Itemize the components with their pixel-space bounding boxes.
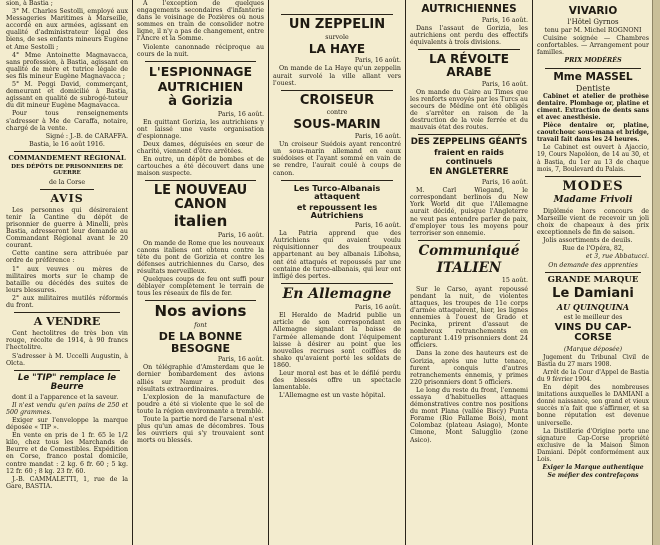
dateline: 15 août. [501,277,528,285]
modes-heading: MODES [562,178,624,194]
vendre-p1: Cent hectolitres de très bon vin rouge, récolte de 1914, à 90 francs l'hectolitre. [6,330,128,352]
avis-p2: Cette cantine sera attribuée par ordre de préférence : [6,250,128,265]
frivoli-p1: Diplômée hors concours de Marseille vient de recevoir un joli choix de chapeaux à des prix exceptionnels de fin de saison. [537,207,649,237]
communique-p1: Sur le Carso, ayant repoussé pendant la nuit, de violentes attaques, les troupes de 11e corps d'armée attaquèrent, hier, les lignes ennemies à l'ouest de Grado et Pecinka, prirent d'assaut de nombreux retranchements en capturant 1.419 prisonniers dont 24 officiers. [410,285,528,350]
canon-heading: LE NOUVEAU CANON [153,183,248,213]
page-edge-strip [652,0,660,545]
allemagne-p3: L'Allemagne est un vaste hôpital. [279,392,386,400]
allemagne-p1: El Heraldo de Madrid publie un article de son correspondant en Allemagne signalant la baisse de l'armée allemande dont l'équipement laisse à désirer au point que les nouvelles recrues sont coiffées de shako qu'avaient porté les soldats de 1860. [273,312,401,369]
espionnage-heading-2: AUTRICHIEN [157,78,244,94]
c1-a5: Pour tous renseignements s'adresser à Me de Caraffa, notaire, chargé de la vente. [6,110,128,132]
frivoli-address-2: et 3, rue Abbatucci. [585,253,649,261]
apprenties-notice: On demande des apprenties [548,261,638,269]
zeppelin-p1: On mande de La Haye qu'un zeppelin aurait survolé la ville allant vers l'ouest. [273,65,401,87]
separator [145,300,256,301]
frivoli-address: Rue de l'Opéra, 82, [562,245,624,253]
separator [281,90,393,91]
separator [418,49,520,50]
vivario-heading: VIVARIO [568,5,618,17]
croiseur-heading-3: SOUS-MARIN [293,117,381,132]
tip-p1: dont il a l'apparence et la saveur. [12,393,119,401]
espionnage-heading: L'ESPIONNAGE [148,63,253,79]
quinquina-label: AU QUINQUINA [556,301,630,312]
dateline: Paris, 16 août. [217,356,264,364]
commandement-region: de la Corse [48,178,86,186]
communique-p3: Le long du reste du front, l'ennemi essaya d'habituelles attaques démonstratives contre nos positions du mont Plana (vallée Biscy) Punta Forame (Rio Fallame Bois), mont Colombaz (plateau Asiago), Monte Cimone, Mont Salugglio (zone Asico). [410,386,528,444]
c2-b1: A l'exception de quelques engagements secondaires d'infanterie dans le voisinage de Pozières où nous sommes en train de consolider notre ligne, il n'y a pas de changement, entre l'Ancre et la Somme. [137,0,264,43]
column-rule [132,0,133,545]
tip-p3: Exiger sur l'enveloppe la marque déposée « TIP ». [6,417,128,432]
croiseur-heading: CROISEUR [299,92,375,108]
avis-p1: Les personnes qui désireraient tenir la Cantine du dépôt de prisonnier de guerre à Minelli, près Bastia, adresseront leur demande au Commandant Régional avant le 20 courant. [6,206,128,250]
damiani-p3: En dépit des nombreuses imitations auxquelles le DAMIANI a donné naissance, son grand et vieux succès n'a fait que s'affirmer, et sa bonne réputation est devenue universelle. [537,384,649,427]
separator [545,272,641,273]
turco-heading: Les Turco-Albanais attaquent [293,182,381,202]
damiani-p4: La Distillerie d'Origine porte une signature Cap-Corse propriété exclusive de la Maison Simon Damiani. Dépôt conformément aux Lois. [537,427,649,464]
tip-heading: Le "TIP" remplace le Beurre [17,372,117,392]
avions-p3: Toute la partie nord de l'arsenal n'est plus qu'un amas de décombres. Tous les ouvriers qui s'y trouvaient sont morts ou blessés. [137,416,264,445]
avions-heading-2: font [194,322,207,330]
canon-heading-2: italien [173,211,228,230]
avions-heading-3: DE LA BONNE BESOGNE [158,330,243,355]
dateline: Paris, 16 août. [354,57,401,65]
separator [281,180,393,181]
espionnage-heading-3: à Gorizia [168,94,233,109]
avis-p3: 1° aux veuves ou mères de militaires morts sur le champ de bataille ou décédés des suites de leurs blessures. [6,265,128,294]
zeppelin-heading-2: survole [325,33,349,41]
avis-heading: AVIS [50,191,84,205]
espionnage-p3: En outre, un dépôt de bombes et de cartouches a été découvert dans une maison suspecte. [137,156,264,178]
column-rule [268,0,269,545]
column-4 [410,0,528,545]
c1-a1: sion, à Bastia ; [6,0,53,7]
massel-heading: Mme MASSEL [553,70,633,83]
revolte-p1: On mande du Caire au Times que les renforts envoyés par les Turcs au secours de Médine ont été obligés de s'arrêter en raison de la destruction de la voie ferrée et du mauvais état des routes. [410,88,528,132]
zeppelins-heading: DES ZEPPELINS GÉANTS [410,137,528,148]
c2-b2: Violente canonnade réciproque au cours de la nuit. [137,43,264,58]
hotel-desc: Cuisine soignée — Chambres confortables. — Arrangement pour familles. [537,35,649,57]
dateline: Paris, 16 août. [481,17,528,25]
dateline: Paris, 16 août. [354,133,401,141]
dateline: Paris, 16 août. [354,222,401,230]
avions-heading: Nos avions [154,302,247,321]
espionnage-p2: Deux dames, déguisées en sœur de charité, viennent d'être arrêtées. [137,141,264,156]
croiseur-p1: Un croiseur Suédois ayant rencontré un sous-marin allemand en eaux suédoises et l'ayant sommé en vain de se rendre, l'aurait coulé à coups de canon. [273,141,401,177]
hotel-owner: tenu par M. Michel ROGNONI [544,27,642,35]
separator [14,312,120,313]
prix-moderes: PRIX MODÉRÉS [564,57,622,65]
allemagne-p2: Leur moral est bas et le défilé perdu des blessés offre un spectacle lamentable. [273,370,401,392]
c1-a2: 3° M. Charles Sestolli, employé aux Messageries Maritimes à Marseille, accordé en aux armées, agissant en qualité d'administrateur légal des biens, de ses enfants mineurs Eugène et Ame Sestolli ; [6,8,128,51]
tip-p5: J.-B. CAMMALETTI, 1, rue de la Gare, BASTIA. [6,475,128,490]
vendre-p2: S'adresser à M. Uccelli Augustin, à Olcta. [6,352,128,367]
c1-signature: Signé : J.-B. de CARAFFA. [45,132,128,140]
zeppelins-p1: M. Carl Wiegand, le correspondant berlinois du New York World dit que l'Allemagne aurait décidé, puisque l'Angleterre ne veut pas entendre parler de paix, d'employer tous les moyens pour terroriser son ennemie. [410,187,528,237]
column-rule [405,0,406,545]
damiani-p1: Jugement du Tribunal Civil de Bastia du 27 mars 1908. [537,353,649,368]
espionnage-p1: En quittant Gorizia, les autrichiens y ont laissé une vaste organisation d'espionnage. [137,118,264,140]
separator [40,189,94,190]
hotel-name: l'Hôtel Gyrnos [567,18,619,27]
autrichiennes-heading: AUTRICHIENNES [421,3,517,15]
dentiste-label: Dentiste [575,83,611,93]
commandement-subheading: DES DÉPÔTS DE PRISONNIERS DE GUERRE [11,164,123,177]
avions-p1: On télégraphie d'Amsterdam que le dernier bombardement des avions alliés sur Namur a produit des résultats extraordinaires. [137,364,264,393]
damiani-heading: Le Damiani [552,286,634,302]
dateline: Paris, 16 août. [354,304,401,312]
separator [281,283,393,284]
frivoli-p2: Jolis assortiments de deuils. [543,237,633,245]
croiseur-heading-2: contre [326,109,348,117]
column-1 [6,0,128,545]
turco-p1: La Patria apprend que des Autrichiens qui avaient voulu réquisitionner des troupeaux appartenant au bey albanais Libohsa, ont été attaqués et repoussés par une centaine de turco-albanais, qui leur ont infligé des pertes. [273,230,401,280]
grande-marque: GRANDE MARQUE [547,274,639,285]
separator [281,14,393,15]
vins-heading: VINS DU CAP-CORSE [554,321,632,344]
separator [14,151,120,152]
massel-p1: Cabinet et atelier de prothèse dentaire. Plombage or, platine et ciment. Extraction de dents sans et avec anesthésie. [537,92,649,121]
c1-a3: 4° Mme Antoinette Magnavacca, sans profession, à Bastia, agissant en qualité de mère et tutrice légale de ses fils mineur Eugène Magnavacca ; [6,51,128,80]
separator [418,134,520,135]
separator [545,68,641,69]
damiani-p6: Se méfier des contrefaçons [547,472,639,480]
damiani-p2: Arrêt de la Cour d'Appel de Bastia du 9 février 1904. [537,368,649,384]
zeppelins-heading-3: EN ANGLETERRE [429,167,509,178]
dateline: Paris, 16 août. [481,80,528,88]
separator [145,180,256,181]
dateline: Paris, 16 août. [217,231,264,239]
separator [14,370,120,371]
revolte-heading: LA RÉVOLTE ARABE [429,52,509,79]
zeppelin-heading-3: LA HAYE [308,41,366,56]
meilleur-label: est le meilleur des [563,313,623,321]
marque-deposee: (Marque déposée) [563,345,623,353]
zeppelin-heading: UN ZEPPELIN [288,17,386,32]
damiani-p5: Exiger la Marque authentique [542,464,644,472]
turco-heading-2: et repoussent les Autrichiens [296,201,378,221]
column-rule [532,0,533,545]
separator [545,176,641,177]
canon-p2: Quelques coups de feu ont suffi pour déblayer complètement le terrain de tous les réseaux de fils de fer. [137,276,264,298]
frivoli-heading: Madame Frivoli [553,195,633,206]
dateline: Paris, 16 août. [217,110,264,118]
canon-p1: On mande de Rome que les nouveaux canons italiens ont obtenu contre la tête du pont de Gorizia et contre les défenses autrichiennes du Carso, des résultats merveilleux. [137,239,264,275]
separator [418,240,520,241]
avis-p4: 2° aux militaires mutilés réformés du front. [6,294,128,310]
vendre-heading: A VENDRE [33,315,101,329]
separator [145,61,256,62]
tip-p4: En vente en pris de 1 fr. 65 le 1/2 kilo, chez tous les Marchands de Beurre et de Comestibles. Expédition en Corse, franco postal domicile, contre mandat : 2 kg. 6 fr. 60 ; 5 kg. 12 fr. 60 ; 8 kg. 23 fr. 60. [6,432,128,475]
dateline: Paris, 16 août. [481,179,528,187]
c1-date: Bastia, le 16 août 1916. [29,140,105,148]
tip-p2: Il n'est vendu qu'en pains de 250 et 500 grammes. [6,401,128,416]
communique-heading-2: ITALIEN [436,259,502,276]
massel-p3: Le Cabinet est ouvert à Ajaccio, 19, Cours Napoléon, de 14 au 30, et à Bastia, du 1er au 13 de chaque mois, 7, Boulevard du Palais. [537,144,649,173]
c1-a4: 5° M. Peggi David, commerçant, demeurant et domicilié à Bastia, agissant en qualité de subrogé-tuteur du dit mineur Eugène Magnavacca. [6,81,128,110]
commandement-heading: COMMANDEMENT RÉGIONAL [8,153,126,162]
avions-p2: L'explosion de la manufacture de poudre a été si violente que le sol de toute la région environnante a tremblé. [137,393,264,415]
column-2 [137,0,264,545]
zeppelins-heading-2: fraient en raids continuels [434,148,504,166]
communique-p2: Dans la zone des hauteurs est de Gorizia, après une lutte tenace, furent conquis d'autres retranchements ennemis, y primes 220 prisonniers dont 5 officiers. [410,350,528,386]
autrichiennes-p1: Dans l'assaut de Gorizia, les autrichiens ont perdu des effectifs équivalents à trois divisions. [410,25,528,47]
allemagne-heading: En Allemagne [282,285,392,302]
communique-heading: Communiqué [418,242,520,259]
column-3 [273,0,401,545]
massel-p2: Pièce dentaire or, platine, caoutchouc sous-mana et bridge, travail fait dans les 24 heures. [537,122,649,144]
column-5-ads [537,0,649,545]
